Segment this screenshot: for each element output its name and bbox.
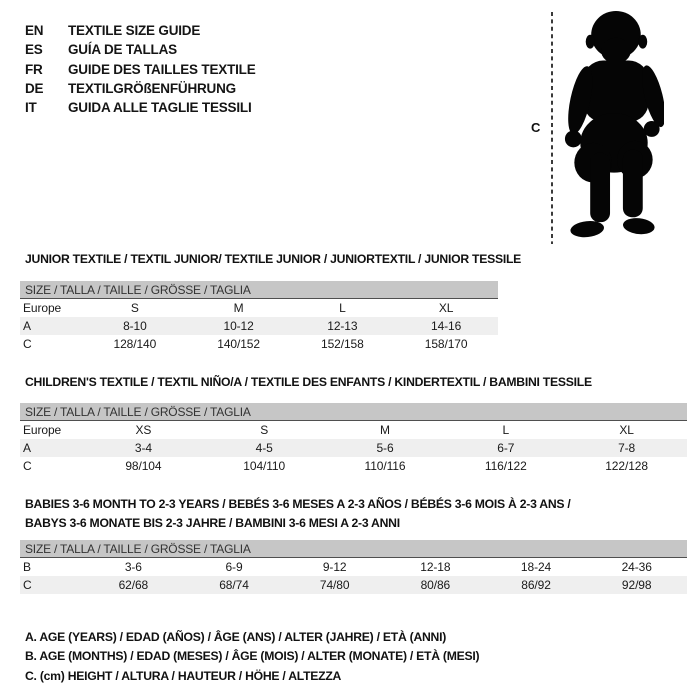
table-cell: 80/86 [420, 578, 451, 592]
table-cell: 3-4 [134, 441, 152, 455]
language-row [25, 60, 256, 79]
language-row [25, 98, 256, 117]
table-cell: 7-8 [618, 441, 636, 455]
language-title: GUÍA DE TALLAS [68, 42, 177, 58]
table-cell: S [260, 423, 269, 437]
row-label: C [23, 578, 32, 592]
table-cell: M [380, 423, 390, 437]
language-list [25, 21, 256, 117]
title-line: BABYS 3-6 MONATE BIS 2-3 JAHRE / BAMBINI 3-6 MESI A 2-3 ANNI [25, 516, 400, 530]
table-cell: 5-6 [376, 441, 394, 455]
language-code: FR [25, 61, 43, 77]
table-row [20, 421, 687, 439]
table-cell: 62/68 [118, 578, 149, 592]
height-measure-dotted-line [550, 12, 554, 244]
title-line: BABIES 3-6 MONTH TO 2-3 YEARS / BEBÉS 3-6 MESES A 2-3 AÑOS / BÉBÉS 3-6 MOIS À 2-3 ANS / [25, 497, 571, 511]
table-cell: 10-12 [223, 319, 254, 333]
table-cell: 14-16 [431, 319, 462, 333]
table-row [20, 317, 498, 335]
table-cell: 9-12 [322, 560, 347, 574]
language-code: ES [25, 42, 43, 58]
table-cell: 92/98 [621, 578, 652, 592]
table-row [20, 299, 498, 317]
language-code: EN [25, 23, 44, 39]
row-label: C [23, 459, 32, 473]
table-cell: 8-10 [123, 319, 147, 333]
size-header-bar: SIZE / TALLA / TAILLE / GRÖSSE / TAGLIA [20, 281, 498, 299]
language-row [25, 79, 256, 98]
table-cell: XL [438, 301, 454, 315]
table-cell: 12-13 [327, 319, 358, 333]
table-cell: 110/116 [364, 459, 406, 473]
row-label: B [23, 560, 31, 574]
table-cell: L [502, 423, 510, 437]
table-row [20, 576, 687, 594]
language-title: GUIDA ALLE TAGLIE TESSILI [68, 100, 252, 116]
language-title: GUIDE DES TAILLES TEXTILE [68, 61, 256, 77]
table-cell: 128/140 [113, 337, 157, 351]
row-label: A [23, 441, 31, 455]
language-row [25, 21, 256, 40]
row-label: Europe [23, 301, 62, 315]
footnotes [25, 628, 479, 686]
table-cell: 12-18 [420, 560, 451, 574]
height-measure-label: C [531, 120, 541, 135]
footnote-c: C. (cm) HEIGHT / ALTURA / HAUTEUR / HÖHE / ALTEZZA [25, 668, 342, 683]
table-cell: 74/80 [319, 578, 350, 592]
table-cell: 4-5 [255, 441, 273, 455]
row-label: A [23, 319, 31, 333]
table-row [20, 439, 687, 457]
babies-table-title [25, 495, 571, 533]
footnote-a: A. AGE (YEARS) / EDAD (AÑOS) / ÂGE (ANS) / ALTER (JAHRE) / ETÀ (ANNI) [25, 630, 447, 644]
junior-size-table [20, 281, 498, 353]
row-label: C [23, 337, 32, 351]
language-title: TEXTILGRÖßENFÜHRUNG [68, 81, 236, 97]
children-table-title [25, 373, 592, 392]
table-cell: XL [619, 423, 634, 437]
title-line: CHILDREN'S TEXTILE / TEXTIL NIÑO/A / TEXTILE DES ENFANTS / KINDERTEXTIL / BAMBINI TESSILE [25, 375, 592, 389]
table-cell: 86/92 [521, 578, 551, 592]
table-row [20, 335, 498, 353]
babies-size-table [20, 540, 687, 594]
title-line: JUNIOR TEXTILE / TEXTIL JUNIOR/ TEXTILE JUNIOR / JUNIORTEXTIL / JUNIOR TESSILE [25, 252, 522, 266]
size-header-bar: SIZE / TALLA / TAILLE / GRÖSSE / TAGLIA [20, 403, 687, 421]
table-cell: S [130, 301, 139, 315]
table-cell: 140/152 [217, 337, 260, 351]
language-row [25, 40, 256, 59]
table-cell: 152/158 [321, 337, 364, 351]
baby-silhouette-icon [562, 9, 664, 242]
table-cell: 116/122 [484, 459, 527, 473]
table-cell: 68/74 [219, 578, 249, 592]
table-cell: 122/128 [605, 459, 648, 473]
children-size-table [20, 403, 687, 475]
row-label: Europe [23, 423, 62, 437]
table-row [20, 457, 687, 475]
table-cell: 24-36 [621, 560, 652, 574]
table-cell: XS [135, 423, 152, 437]
table-cell: 98/104 [125, 459, 162, 473]
table-cell: 6-9 [225, 560, 243, 574]
table-cell: 18-24 [520, 560, 552, 574]
table-row [20, 558, 687, 576]
language-code: IT [25, 100, 37, 116]
table-cell: 158/170 [424, 337, 468, 351]
language-code: DE [25, 81, 44, 97]
table-cell: 6-7 [497, 441, 515, 455]
junior-table-title [25, 250, 521, 269]
table-cell: L [339, 301, 346, 315]
table-cell: 3-6 [124, 560, 142, 574]
footnote-b: B. AGE (MONTHS) / EDAD (MESES) / ÂGE (MOIS) / ALTER (MONATE) / ETÀ (MESI) [25, 649, 480, 664]
size-header-bar: SIZE / TALLA / TAILLE / GRÖSSE / TAGLIA [20, 540, 687, 558]
language-title: TEXTILE SIZE GUIDE [68, 23, 201, 39]
table-cell: M [233, 301, 244, 315]
table-cell: 104/110 [243, 459, 286, 473]
